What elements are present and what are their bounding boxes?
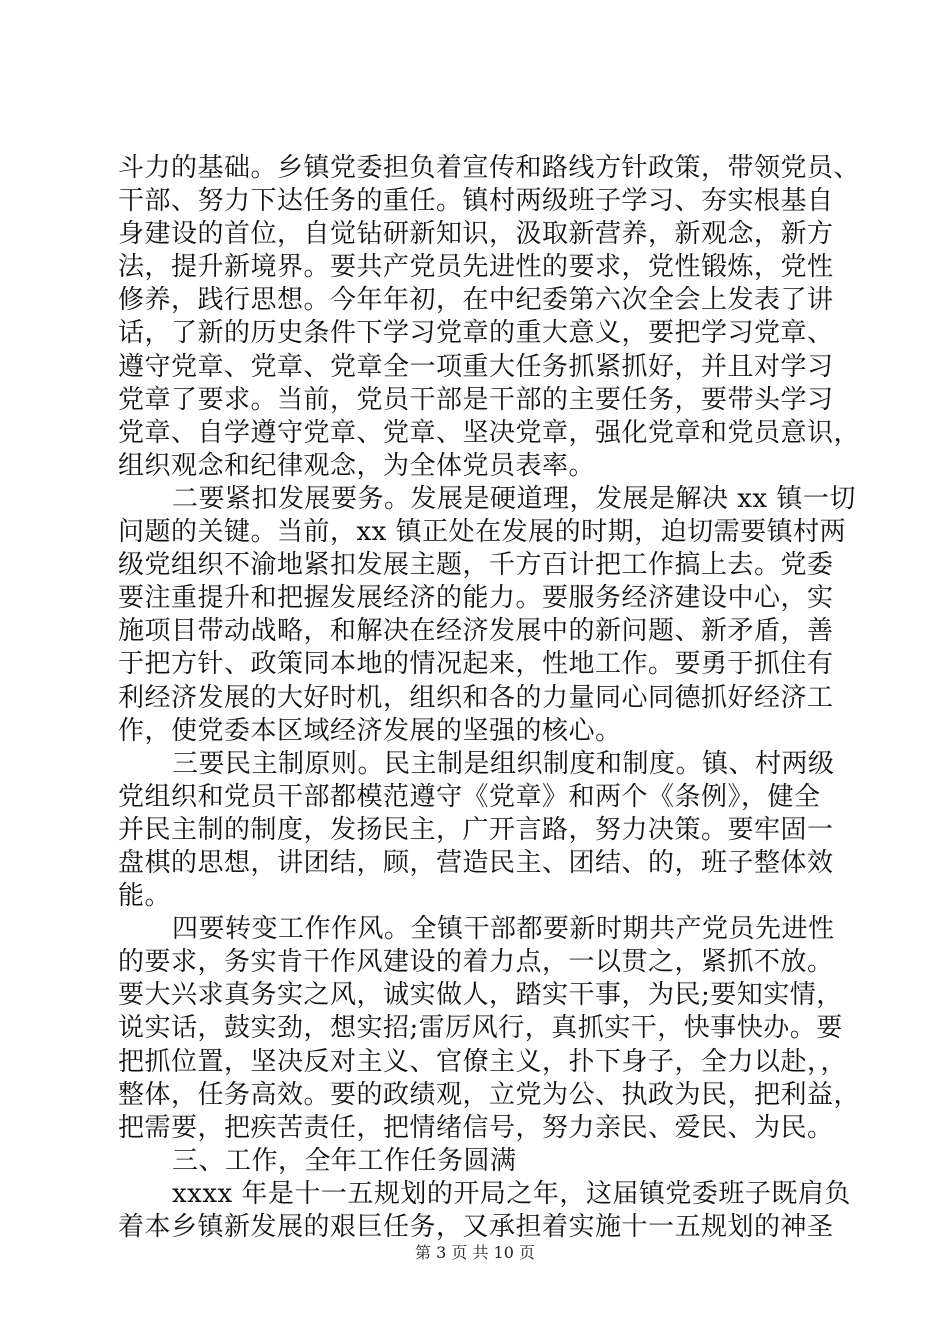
page-number: 第 3 页 共 10 页 (415, 1243, 535, 1262)
page-footer (0, 1243, 950, 1263)
text-line: 修养，践行思想。今年年初，在中纪委第六次全会上发表了讲 (118, 285, 834, 316)
text-line: 斗力的基础。乡镇党委担负着宣传和路线方针政策，带领党员、 (118, 153, 861, 183)
text-line: 并民主制的制度，发扬民主，广开言路，努力决策。要牢固一 (118, 814, 834, 845)
text-line: 整体，任务高效。要的政绩观，立党为公、执政为民，把利益， (118, 1079, 861, 1110)
text-line: 着本乡镇新发展的艰巨任务，又承担着实施十一五规划的神圣 (118, 1212, 834, 1242)
text-line: 话，了新的历史条件下学习党章的重大意义，要把学习党章、 (118, 318, 834, 349)
text-line: 说实话，鼓实劲，想实招;雷厉风行，真抓实干，快事快办。要 (118, 1013, 843, 1044)
text-line: 组织观念和纪律观念，为全体党员表率。 (118, 450, 596, 481)
text-line: 遵守党章、党章、党章全一项重大任务抓紧抓好，并且对学习 (118, 351, 834, 382)
text-line: 法，提升新境界。要共产党员先进性的要求，党性锻炼，党性 (118, 252, 834, 283)
paragraph-start-line: 三要民主制原则。民主制是组织制度和制度。镇、村两级 (172, 748, 835, 779)
text-line: 要大兴求真务实之风，诚实做人，踏实干事，为民;要知实情， (118, 980, 843, 1011)
text-line: 把抓位置，坚决反对主义、官僚主义，扑下身子，全力以赴，， (118, 1046, 848, 1077)
text-line: 利经济发展的大好时机，组织和各的力量同心同德抓好经济工 (118, 682, 834, 713)
text-line: 于把方针、政策同本地的情况起来，性地工作。要勇于抓住有 (118, 649, 834, 680)
text-line: 要注重提升和把握发展经济的能力。要服务经济建设中心，实 (118, 583, 834, 614)
text-line: 干部、努力下达任务的重任。镇村两级班子学习、夯实根基自 (118, 186, 834, 217)
paragraph-start-line: 二要紧扣发展要务。发展是硬道理，发展是解决 xx 镇一切 (172, 483, 856, 514)
text-line: 盘棋的思想，讲团结，顾，营造民主、团结、的，班子整体效 (118, 847, 834, 878)
text-line: 问题的关键。当前，xx 镇正处在发展的时期，迫切需要镇村两 (118, 517, 847, 548)
text-line: 党章、自学遵守党章、党章、坚决党章，强化党章和党员意识， (118, 417, 861, 448)
text-line: 级党组织不渝地紧扣发展主题，千方百计把工作搞上去。党委 (118, 550, 834, 581)
text-line: 的要求，务实肯干作风建设的着力点，一以贯之，紧抓不放。 (118, 947, 834, 978)
text-line: 把需要，把疾苦责任，把情绪信号，努力亲民、爱民、为民。 (118, 1112, 834, 1143)
section-heading: 三、工作，全年工作任务圆满 (172, 1145, 517, 1176)
paragraph-start-line: xxxx 年是十一五规划的开局之年，这届镇党委班子既肩负 (172, 1178, 851, 1209)
text-line: 施项目带动战略，和解决在经济发展中的新问题、新矛盾，善 (118, 616, 834, 647)
text-line: 党章了要求。当前，党员干部是干部的主要任务，要带头学习 (118, 384, 834, 415)
text-line: 作，使党委本区域经济发展的坚强的核心。 (118, 715, 622, 746)
paragraph-start-line: 四要转变工作作风。全镇干部都要新时期共产党员先进性 (172, 914, 835, 945)
text-line: 身建设的首位，自觉钻研新知识，汲取新营养，新观念，新方 (118, 219, 834, 250)
text-line: 能。 (118, 881, 172, 912)
text-line: 党组织和党员干部都模范遵守《党章》和两个《条例》，健全 (118, 781, 821, 812)
body-text (118, 152, 861, 1244)
